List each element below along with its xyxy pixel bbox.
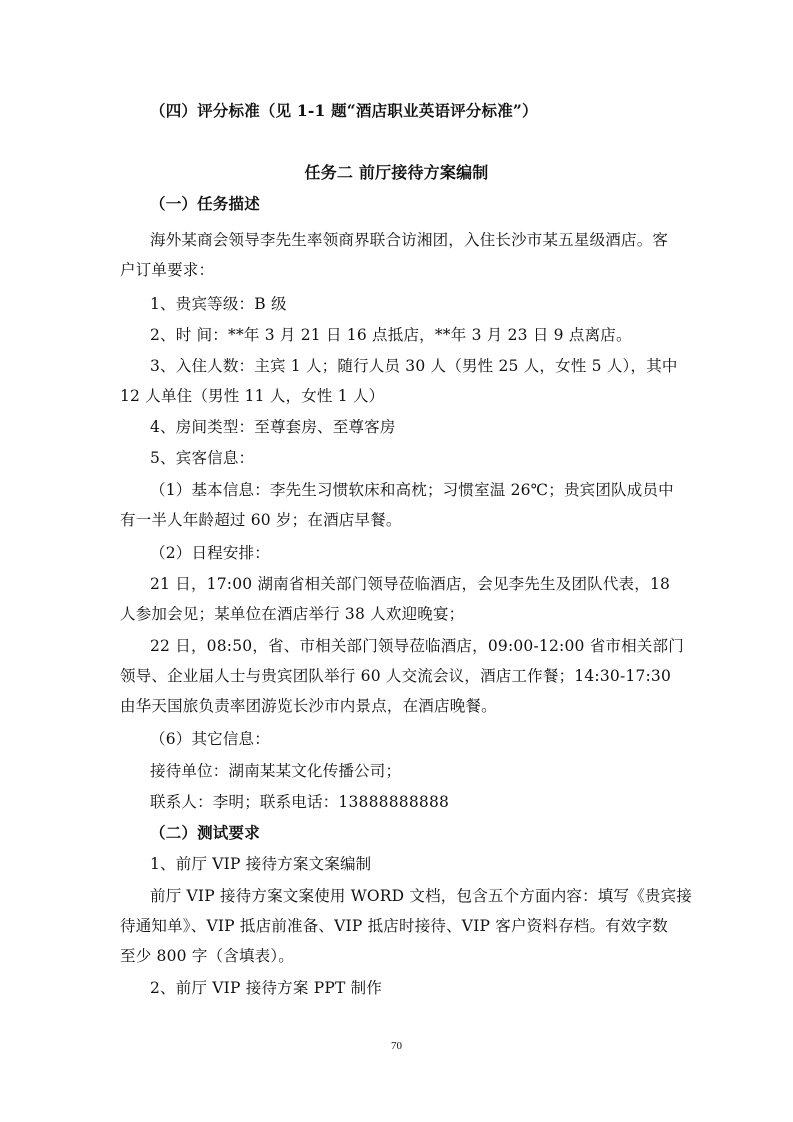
list-item: 2、时 间：**年 3 月 21 日 16 点抵店，**年 3 月 23 日 9 点离店。 <box>150 326 632 344</box>
paragraph-line: 22 日，08:50，省、市相关部门领导莅临酒店，09:00-12:00 省市相关部门 <box>150 637 684 655</box>
paragraph-line: 前厅 VIP 接待方案文案使用 WORD 文档，包含五个方面内容：填写《贵宾接 <box>150 887 692 905</box>
paragraph-line: 领导、企业届人士与贵宾团队举行 60 人交流会议，酒店工作餐；14:30-17:30 <box>120 667 672 685</box>
section-heading-description: （一）任务描述 <box>150 194 260 213</box>
list-item: 4、房间类型：至尊套房、至尊客房 <box>150 418 396 436</box>
paragraph-line: 12 人单住（男性 11 人，女性 1 人） <box>120 387 385 405</box>
section-heading-scoring: （四）评分标准（见 1-1 题“酒店职业英语评分标准”） <box>150 101 538 120</box>
paragraph-line: 21 日，17:00 湖南省相关部门领导莅临酒店，会见李先生及团队代表，18 <box>150 575 671 593</box>
paragraph-line: 有一半人年龄超过 60 岁；在酒店早餐。 <box>120 511 402 529</box>
paragraph-line: （1）基本信息：李先生习惯软床和高枕；习惯室温 26℃；贵宾团队成员中 <box>150 481 674 499</box>
paragraph-line: 户订单要求： <box>120 261 215 279</box>
list-item: 1、贵宾等级：B 级 <box>150 295 287 313</box>
paragraph-line: 海外某商会领导李先生率领商界联合访湘团，入住长沙市某五星级酒店。客 <box>150 231 669 249</box>
section-heading-requirements: （二）测试要求 <box>150 823 260 842</box>
paragraph-line: 接待单位：湖南某某文化传播公司； <box>150 762 402 780</box>
paragraph-line: 联系人：李明；联系电话：13888888888 <box>150 793 450 811</box>
list-item: 3、入住人数：主宾 1 人；随行人员 30 人（男性 25 人，女性 5 人），其中 <box>150 357 678 375</box>
paragraph-line: 由华天国旅负责率团游览长沙市内景点，在酒店晚餐。 <box>120 697 497 715</box>
paragraph-line: （2）日程安排： <box>150 544 270 562</box>
list-item: 2、前厅 VIP 接待方案 PPT 制作 <box>150 979 383 997</box>
page-number: 70 <box>391 1040 402 1052</box>
list-item: 1、前厅 VIP 接待方案文案编制 <box>150 855 372 873</box>
list-item: 5、宾客信息： <box>150 449 255 467</box>
paragraph-line: 人参加会见；某单位在酒店举行 38 人欢迎晚宴； <box>120 605 465 623</box>
paragraph-line: （6）其它信息： <box>150 730 270 748</box>
paragraph-line: 待通知单》、VIP 抵店前准备、VIP 抵店时接待、VIP 客户资料存档。有效字数 <box>120 917 668 935</box>
paragraph-line: 至少 800 字（含填表）。 <box>120 947 294 965</box>
task-title: 任务二 前厅接待方案编制 <box>304 163 489 182</box>
